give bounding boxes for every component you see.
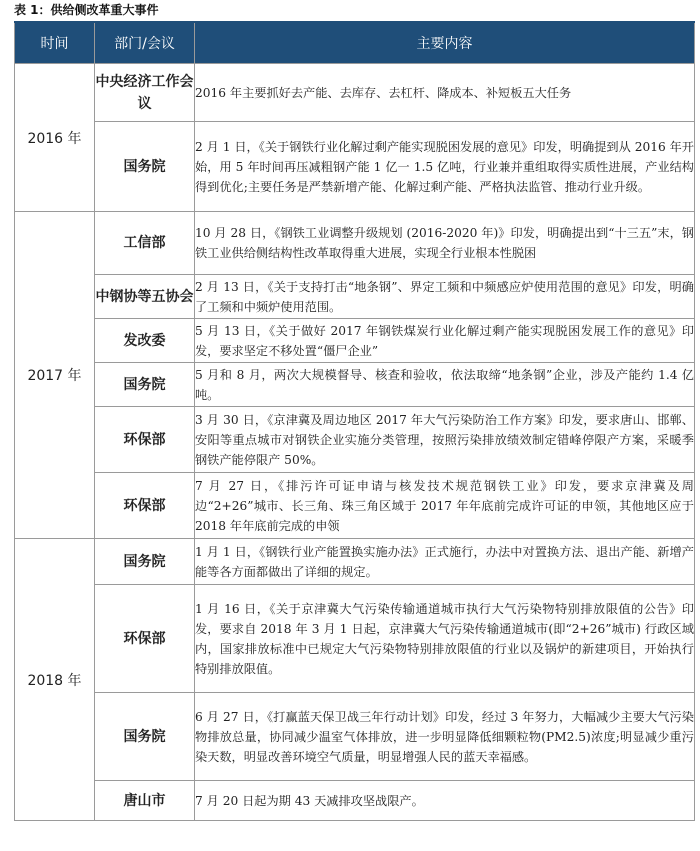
table-row (15, 319, 695, 363)
table-row (15, 212, 695, 275)
dept-cell: 国务院 (95, 363, 195, 407)
dept-cell: 环保部 (95, 473, 195, 539)
year-cell-2016: 2016 年 (15, 64, 95, 212)
dept-cell: 中央经济工作会议 (95, 64, 195, 122)
content-cell: 3 月 30 日，《京津冀及周边地区 2017 年大气污染防治工作方案》印发，要求唐山、邯郸、安阳等重点城市对钢铁企业实施分类管理，按照污染排放绩效制定错峰停限产方案，采暖季钢铁产能停限产 50%。 (195, 407, 695, 473)
table-row (15, 363, 695, 407)
content-cell: 1 月 16 日，《关于京津冀大气污染传输通道城市执行大气污染物特别排放限值的公告》印发，要求自 2018 年 3 月 1 日起，京津冀大气污染传输通道城市(即“2+26”城市) 行政区域内，国家排放标准中已规定大气污染物特别排放限值的行业以及锅炉的新建项目，开始执行特别排放限值。 (195, 585, 695, 693)
dept-cell: 国务院 (95, 693, 195, 781)
dept-cell: 国务院 (95, 539, 195, 585)
header-time: 时间 (15, 22, 95, 64)
content-cell: 2016 年主要抓好去产能、去库存、去杠杆、降成本、补短板五大任务 (195, 64, 695, 122)
events-table (14, 21, 695, 821)
table-caption: 表 1：供给侧改革重大事件 (14, 3, 159, 17)
dept-cell: 环保部 (95, 407, 195, 473)
content-cell: 7 月 20 日起为期 43 天减排攻坚战限产。 (195, 781, 695, 821)
dept-cell: 唐山市 (95, 781, 195, 821)
table-row (15, 539, 695, 585)
header-content: 主要内容 (195, 22, 695, 64)
content-cell: 7 月 27 日，《排污许可证申请与核发技术规范钢铁工业》印发，要求京津冀及周边“2+26”城市、长三角、珠三角区域于 2017 年年底前完成许可证的申领，其他地区应于 2018 年年底前完成的申领 (195, 473, 695, 539)
table-row (15, 275, 695, 319)
table-row (15, 64, 695, 122)
content-cell: 2 月 1 日，《关于钢铁行业化解过剩产能实现脱困发展的意见》印发，明确提到从 2016 年开始，用 5 年时间再压减粗钢产能 1 亿一 1.5 亿吨，行业兼并重组取得实质性进展，产业结构得到优化;主要任务是严禁新增产能、化解过剩产能、严格执法监管、推动行业升级。 (195, 122, 695, 212)
content-cell: 1 月 1 日，《钢铁行业产能置换实施办法》正式施行，办法中对置换方法、退出产能、新增产能等各方面都做出了详细的规定。 (195, 539, 695, 585)
year-cell-2018: 2018 年 (15, 539, 95, 821)
table-row (15, 585, 695, 693)
content-cell: 6 月 27 日，《打赢蓝天保卫战三年行动计划》印发，经过 3 年努力，大幅减少主要大气污染物排放总量，协同减少温室气体排放，进一步明显降低细颗粒物(PM2.5)浓度;明显减少重污染天数，明显改善环境空气质量，明显增强人民的蓝天幸福感。 (195, 693, 695, 781)
dept-cell: 发改委 (95, 319, 195, 363)
year-cell-2017: 2017 年 (15, 212, 95, 539)
content-cell: 2 月 13 日，《关于支持打击“地条钢”、界定工频和中频感应炉使用范围的意见》印发，明确了工频和中频炉使用范围。 (195, 275, 695, 319)
dept-cell: 工信部 (95, 212, 195, 275)
table-row (15, 693, 695, 781)
table-row (15, 781, 695, 821)
header-dept: 部门/会议 (95, 22, 195, 64)
table-row (15, 473, 695, 539)
table-row (15, 407, 695, 473)
content-cell: 5 月 13 日，《关于做好 2017 年钢铁煤炭行业化解过剩产能实现脱困发展工作的意见》印发，要求坚定不移处置“僵尸企业” (195, 319, 695, 363)
dept-cell: 中钢协等五协会 (95, 275, 195, 319)
table-header-row (15, 22, 695, 64)
content-cell: 10 月 28 日，《钢铁工业调整升级规划 (2016-2020 年)》印发，明确提出到“十三五”末，钢铁工业供给侧结构性改革取得重大进展，实现全行业根本性脱困 (195, 212, 695, 275)
table-row (15, 122, 695, 212)
dept-cell: 国务院 (95, 122, 195, 212)
content-cell: 5 月和 8 月，两次大规模督导、核查和验收，依法取缔“地条钢”企业，涉及产能约 1.4 亿吨。 (195, 363, 695, 407)
dept-cell: 环保部 (95, 585, 195, 693)
